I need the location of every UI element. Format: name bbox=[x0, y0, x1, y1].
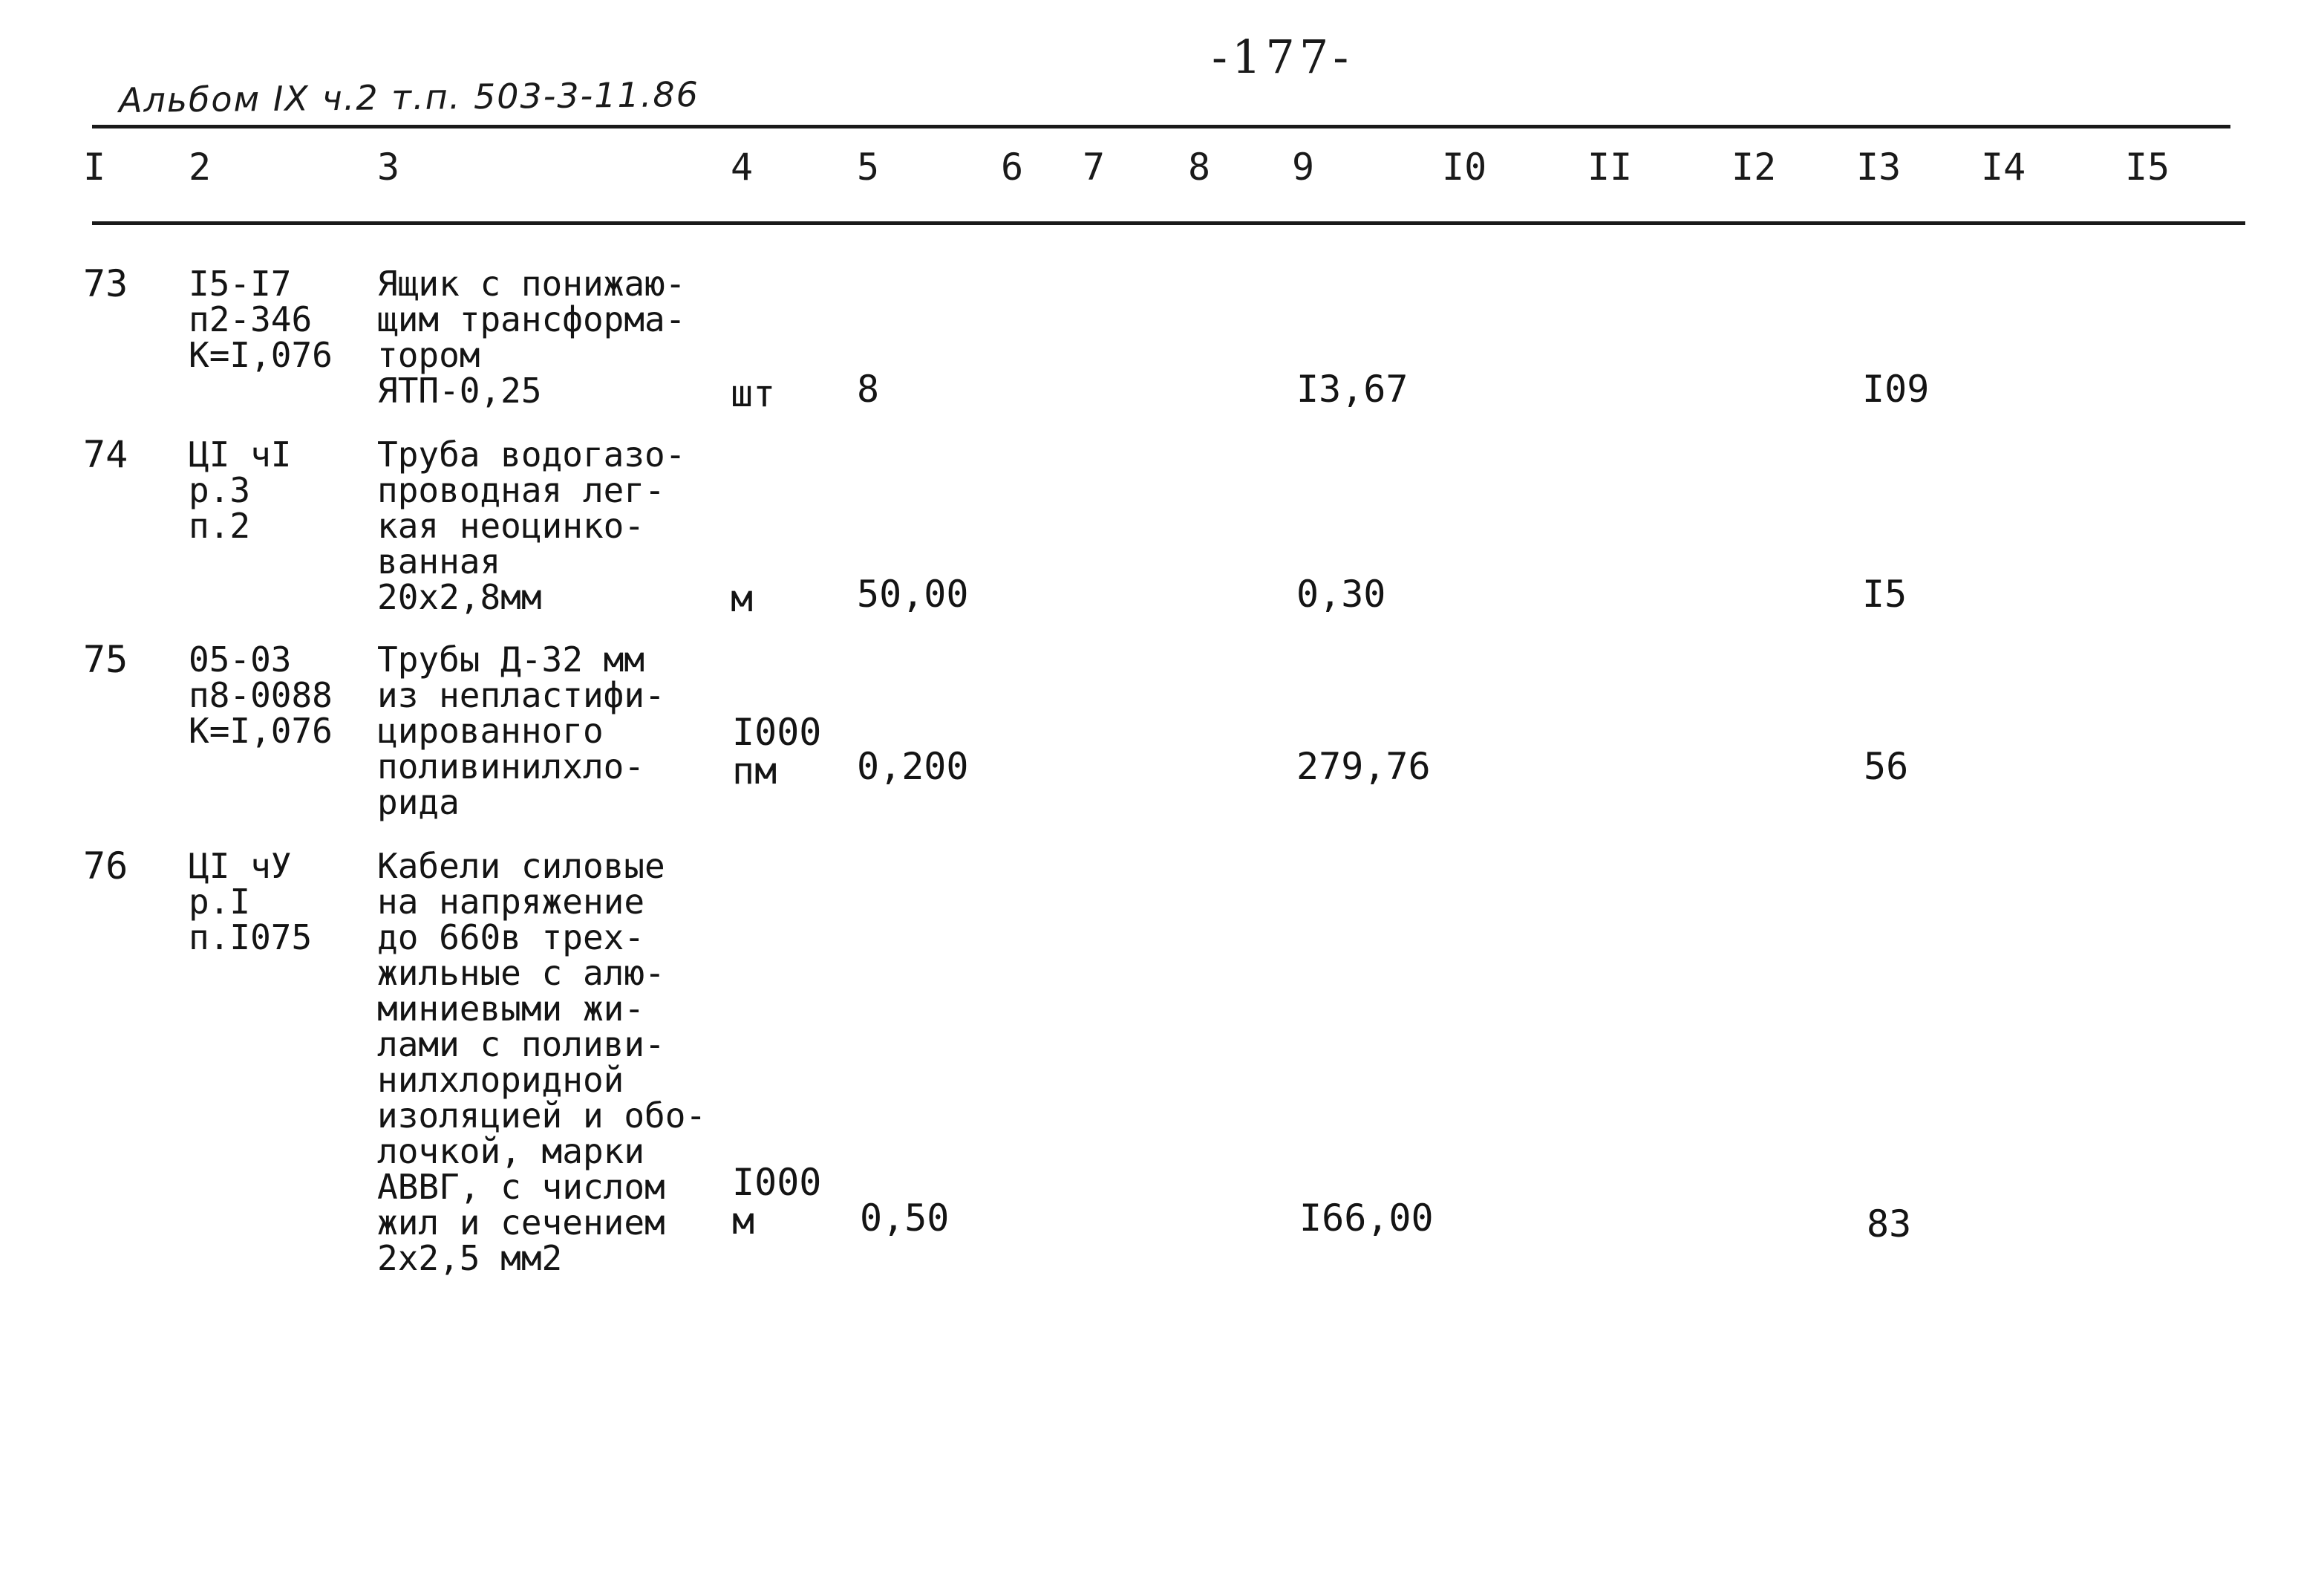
row-total: I09 bbox=[1862, 368, 1930, 411]
row-name: Кабели силовые на напряжение до 660в трех- жильные с алю- миниевыми жи- лами с поливи- нилхлоридной изоляцией и обо- лочкой, марки АВВГ, с числом жил и сечением 2х2,5 мм2 bbox=[377, 846, 707, 1278]
row-unit-price: I66,00 bbox=[1299, 1197, 1434, 1240]
row-number: 73 bbox=[83, 262, 128, 305]
row-unit: м bbox=[731, 577, 754, 620]
column-number-8: 8 bbox=[1188, 146, 1211, 189]
row-quantity: 50,00 bbox=[857, 573, 969, 616]
row-name: Труба водогазо- проводная лег- кая неоцинко- ванная 20х2,8мм bbox=[377, 434, 686, 617]
row-number: 74 bbox=[83, 433, 128, 476]
column-number-11: II bbox=[1587, 146, 1633, 189]
column-number-10: I0 bbox=[1442, 146, 1487, 189]
row-unit-price: 0,30 bbox=[1296, 573, 1386, 616]
page-number: -177- bbox=[1212, 30, 1354, 84]
column-number-5: 5 bbox=[857, 146, 880, 189]
column-number-3: 3 bbox=[377, 146, 400, 189]
row-total: I5 bbox=[1862, 573, 1907, 616]
row-name: Трубы Д-32 мм из непластифи- цированного поливинилхло- рида bbox=[377, 639, 665, 822]
header-rule bbox=[92, 221, 2245, 225]
row-name: Ящик с понижаю- щим трансформа- тором ЯТП-0,25 bbox=[377, 264, 686, 411]
row-quantity: 0,50 bbox=[860, 1197, 950, 1240]
row-unit: I000 м bbox=[732, 1161, 822, 1243]
row-number: 76 bbox=[83, 844, 128, 888]
row-quantity: 8 bbox=[857, 368, 880, 411]
column-number-9: 9 bbox=[1292, 146, 1315, 189]
column-number-14: I4 bbox=[1981, 146, 2026, 189]
album-note: Альбом IX ч.2 т.п. 503-3-11.86 bbox=[118, 74, 700, 121]
row-code: 05-03 п8-0088 К=I,076 bbox=[189, 639, 333, 751]
row-unit: шт bbox=[731, 372, 776, 415]
row-code: ЦI чI р.3 п.2 bbox=[189, 434, 292, 546]
row-unit-price: 279,76 bbox=[1296, 745, 1431, 788]
column-number-12: I2 bbox=[1731, 146, 1777, 189]
column-number-4: 4 bbox=[731, 146, 754, 189]
column-number-13: I3 bbox=[1856, 146, 1902, 189]
column-number-15: I5 bbox=[2125, 146, 2170, 189]
column-number-2: 2 bbox=[189, 146, 212, 189]
row-quantity: 0,200 bbox=[857, 745, 969, 788]
column-number-1: I bbox=[83, 146, 106, 189]
column-number-7: 7 bbox=[1083, 146, 1106, 189]
row-total: 56 bbox=[1864, 745, 1909, 788]
top-rule bbox=[92, 125, 2230, 128]
row-code: ЦI чУ р.I п.I075 bbox=[189, 846, 313, 957]
row-unit-price: I3,67 bbox=[1296, 368, 1409, 411]
row-total: 83 bbox=[1867, 1202, 1912, 1246]
row-unit: I000 пм bbox=[732, 711, 822, 792]
row-code: I5-I7 п2-346 К=I,076 bbox=[189, 264, 333, 375]
column-number-6: 6 bbox=[1001, 146, 1024, 189]
row-number: 75 bbox=[83, 638, 128, 681]
